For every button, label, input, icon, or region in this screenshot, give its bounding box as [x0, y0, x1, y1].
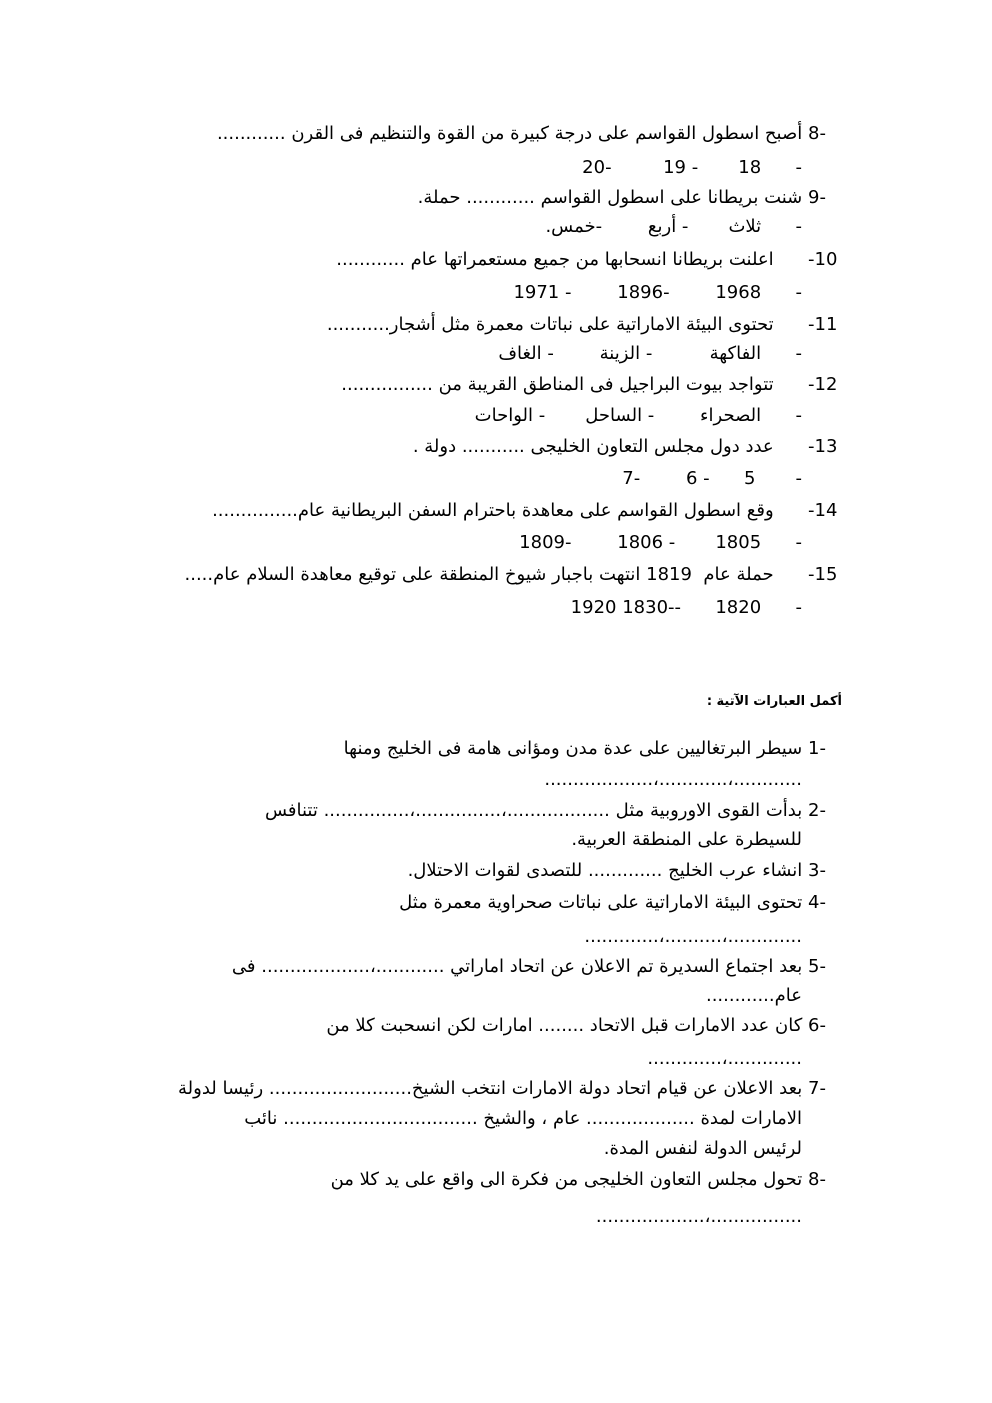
completion-item-1: 1- سيطر البرتغاليين على عدة مدن ومؤانى هامة فى الخليج ومنها [343, 738, 826, 759]
mcq-question-14: -14 وقع اسطول القواسم على معاهدة باحترام السفن البريطانية عام............... [212, 500, 838, 521]
mcq-options-8: - 18 - 19 -20 [582, 157, 802, 178]
mcq-question-12: -12 تتواجد بيوت البراجيل فى المناطق القريبة من ................ [341, 374, 838, 395]
completion-item-6-line-2: .............،............. [647, 1048, 802, 1069]
mcq-question-10: -10 اعلنت بريطانا انسحابها من جميع مستعمراتها عام ............ [336, 249, 838, 270]
mcq-options-11: - الفاكهة - الزينة - الغاف [498, 343, 802, 364]
mcq-options-14: - 1805 - 1806 -1809 [519, 532, 802, 553]
completion-item-7-line-3: لرئيس الدولة لنفس المدة. [603, 1138, 802, 1159]
completion-item-6: 6- كان عدد الامارات قبل الاتحاد ........ امارات لكن انسحبت كلا من [326, 1015, 826, 1036]
mcq-question-9: 9- شنت بريطانا على اسطول القواسم ............ حملة. [417, 187, 826, 208]
completion-item-7: 7- بعد الاعلان عن قيام اتحاد دولة الامارات انتخب الشيخ......................... رئيسا لدولة [178, 1078, 826, 1099]
completion-item-4-line-2: .............،..........،............. [584, 926, 802, 947]
completion-item-5: 5- بعد اجتماع السديرة تم الاعلان عن اتحاد اماراتي ............،................... فى [231, 956, 826, 977]
completion-item-1-line-2: ...................،............،............ [544, 769, 802, 790]
completion-item-2: 2- بدأت القوى الاوروبية مثل ..................،...............،............... تتنافس [264, 800, 826, 821]
mcq-options-10: - 1968 -1896 - 1971 [513, 282, 802, 303]
completion-item-5-line-2: عام............ [705, 985, 802, 1006]
completion-item-2-line-2: للسيطرة على المنطقة العربية. [571, 829, 802, 850]
mcq-options-12: - الصحراء - الساحل - الواحات [474, 405, 802, 426]
mcq-question-11: -11 تحتوى البيئة الاماراتية على نباتات معمرة مثل أشجار........... [326, 314, 838, 335]
completion-heading: أكمل العبارات الآتية : [706, 694, 842, 709]
mcq-options-15: - 1820 --1830 1920 [570, 597, 802, 618]
completion-item-7-line-2: الامارات لمدة ................... عام ، والشيخ .................................. نائب [244, 1108, 802, 1129]
mcq-question-8: 8- أصبح اسطول القواسم على درجة كبيرة من القوة والتنظيم فى القرن ............ [216, 123, 826, 144]
completion-item-8-line-2: ...................،................ [595, 1206, 802, 1227]
completion-item-3: 3- انشاء عرب الخليج ............. للتصدى لقوات الاحتلال. [407, 860, 826, 881]
mcq-question-13: -13 عدد دول مجلس التعاون الخليجى ........... دولة . [412, 436, 838, 457]
completion-item-4: 4- تحتوى البيئة الاماراتية على نباتات صحراوية معمرة مثل [399, 892, 826, 913]
mcq-options-9: - ثلاث - أربع -خمس. [545, 216, 802, 237]
mcq-question-15: -15 حملة عام 1819 انتهت باجبار شيوخ المنطقة على توقيع معاهدة السلام عام..... [184, 564, 838, 585]
mcq-options-13: - 5 - 6 -7 [622, 468, 802, 489]
completion-item-8: 8- تحول مجلس التعاون الخليجى من فكرة الى واقع على يد كلا من [330, 1169, 826, 1190]
